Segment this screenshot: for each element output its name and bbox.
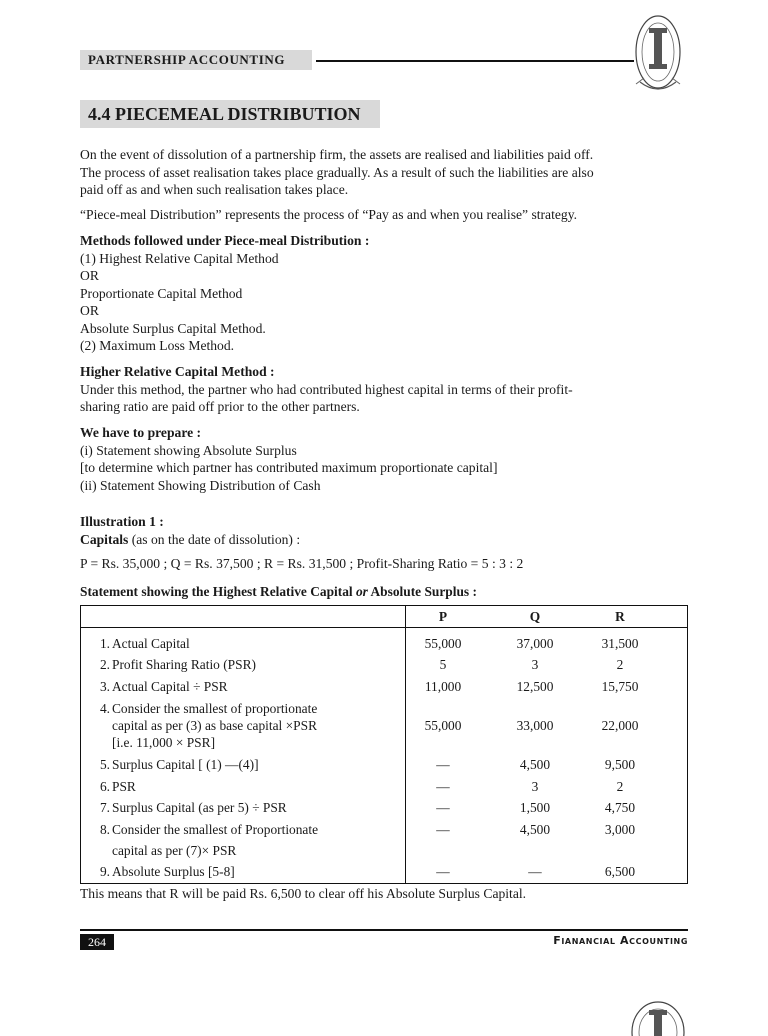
capitals-line	[80, 531, 690, 549]
row-description: Surplus Capital (as per 5) ÷ PSR	[112, 800, 287, 815]
statement-title-part1: Statement showing the Highest Relative Capital	[80, 584, 356, 599]
institute-seal-icon-footer	[626, 996, 690, 1036]
cell-p: 55,000	[424, 718, 462, 733]
definition-paragraph: “Piece-meal Distribution” represents the process of “Pay as and when you realise” strategy.	[80, 207, 578, 222]
capitals-values: P = Rs. 35,000 ; Q = Rs. 37,500 ; R = Rs. 31,500 ; Profit-Sharing Ratio = 5 : 3 : 2	[80, 556, 524, 571]
methods-line: Proportionate Capital Method	[80, 285, 243, 301]
capitals-label: Capitals	[80, 531, 129, 547]
row-description: Actual Capital ÷ PSR	[112, 679, 228, 694]
cell-q: 1,500	[519, 800, 551, 815]
cell-r: 22,000	[601, 718, 639, 733]
illustration-heading: Illustration 1 :	[80, 514, 164, 529]
row-description-line: capital as per (7)× PSR	[112, 843, 237, 858]
hrcm-block	[80, 363, 690, 416]
row-description-line: Consider the smallest of proportionate	[112, 701, 318, 716]
statement-conclusion: This means that R will be paid Rs. 6,500 to clear off his Absolute Surplus Capital.	[80, 886, 527, 901]
hrcm-heading: Higher Relative Capital Method :	[80, 364, 275, 379]
row-number: 8.	[99, 822, 110, 837]
cell-r: 6,500	[604, 864, 636, 879]
cell-p: —	[436, 864, 450, 879]
hrcm-line: sharing ratio are paid off prior to the other partners.	[80, 399, 360, 414]
illustration-block	[80, 513, 690, 548]
cell-p: 55,000	[424, 636, 462, 651]
row-number: 4.	[99, 701, 110, 716]
methods-block	[80, 232, 690, 355]
row-description-line: capital as per (3) as base capital ×PSR	[112, 718, 317, 733]
cell-r: 2	[616, 779, 624, 794]
statement-title-part2: Absolute Surplus :	[367, 584, 477, 599]
footer-rule	[80, 929, 688, 931]
row-number: 6.	[99, 779, 110, 794]
cell-p: 5	[439, 657, 447, 672]
row-number: 9.	[99, 864, 110, 879]
table-header-rule	[80, 627, 688, 628]
intro-paragraph	[80, 146, 690, 199]
cell-r: 3,000	[604, 822, 636, 837]
intro-line: On the event of dissolution of a partnership firm, the assets are realised and liabilities paid off.	[80, 147, 594, 162]
methods-heading: Methods followed under Piece-meal Distribution :	[80, 233, 370, 248]
cell-p: —	[436, 779, 450, 794]
statement-title	[80, 584, 477, 600]
cell-r: 4,750	[604, 800, 636, 815]
row-description	[112, 821, 402, 859]
cell-r: 31,500	[601, 636, 639, 651]
hrcm-line: Under this method, the partner who had contributed highest capital in terms of their profit-	[80, 381, 573, 397]
cell-p: 11,000	[424, 679, 462, 694]
prepare-block	[80, 424, 690, 494]
intro-line: paid off as and when such realisation takes place.	[80, 182, 349, 197]
running-header-title: PARTNERSHIP ACCOUNTING	[80, 50, 312, 70]
methods-line: OR	[80, 303, 99, 318]
cell-r: 15,750	[601, 679, 639, 694]
column-header-r: R	[615, 609, 625, 624]
methods-line: (2) Maximum Loss Method.	[80, 338, 235, 353]
cell-q: 12,500	[516, 679, 554, 694]
cell-q: 33,000	[516, 718, 554, 733]
cell-q: 3	[531, 657, 539, 672]
cell-q: 4,500	[519, 757, 551, 772]
row-number: 5.	[99, 757, 110, 772]
row-number: 3.	[99, 679, 110, 694]
column-header-q: Q	[529, 609, 541, 624]
cell-q: 37,000	[516, 636, 554, 651]
table-row	[80, 821, 688, 861]
section-title: 4.4 PIECEMEAL DISTRIBUTION	[80, 100, 380, 128]
methods-line: (1) Highest Relative Capital Method	[80, 250, 279, 266]
methods-line: OR	[80, 268, 99, 283]
row-description: Actual Capital	[112, 636, 190, 651]
row-number: 7.	[99, 800, 110, 815]
statement-title-or: or	[355, 584, 368, 599]
institute-seal-icon	[630, 12, 686, 98]
row-description: Absolute Surplus [5-8]	[112, 864, 235, 879]
row-description	[112, 700, 402, 751]
table-row	[80, 700, 688, 754]
row-number: 1.	[99, 636, 110, 651]
column-header-p: P	[438, 609, 448, 624]
prepare-line: (ii) Statement Showing Distribution of Cash	[80, 477, 321, 493]
prepare-line: [to determine which partner has contributed maximum proportionate capital]	[80, 460, 498, 475]
header-rule	[316, 60, 634, 62]
cell-p: —	[436, 757, 450, 772]
cell-r: 2	[616, 657, 624, 672]
methods-line: Absolute Surplus Capital Method.	[80, 320, 266, 336]
prepare-heading: We have to prepare :	[80, 425, 202, 440]
cell-q: —	[528, 864, 542, 879]
cell-q: 3	[531, 779, 539, 794]
row-description: Profit Sharing Ratio (PSR)	[112, 657, 256, 672]
cell-r: 9,500	[604, 757, 636, 772]
page-number: 264	[80, 934, 114, 950]
capitals-note: (as on the date of dissolution) :	[128, 531, 301, 547]
row-description-line: [i.e. 11,000 × PSR]	[112, 735, 216, 750]
row-description: PSR	[112, 779, 136, 794]
row-number: 2.	[99, 657, 110, 672]
cell-q: 4,500	[519, 822, 551, 837]
row-description-line: Consider the smallest of Proportionate	[112, 822, 319, 837]
row-description: Surplus Capital [ (1) —(4)]	[112, 757, 259, 772]
footer-book-title: Fianancial Accounting	[553, 934, 688, 947]
cell-p: —	[436, 822, 450, 837]
cell-p: —	[436, 800, 450, 815]
prepare-line: (i) Statement showing Absolute Surplus	[80, 442, 297, 458]
intro-line: The process of asset realisation takes place gradually. As a result of such the liabilities are also	[80, 164, 594, 180]
